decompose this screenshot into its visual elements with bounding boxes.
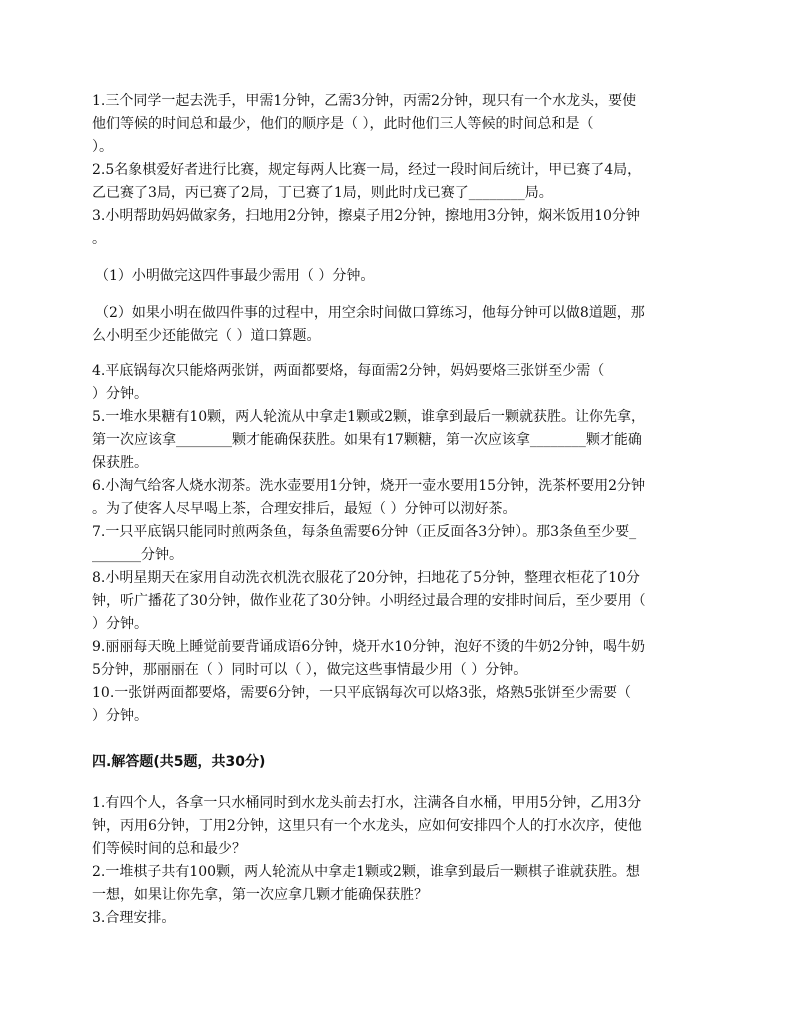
- answer-question-2-line-2: 一想，如果让你先拿，第一次应拿几颗才能确保获胜？: [92, 887, 428, 903]
- question-3-sub-1: （1）小明做完这四件事最少需用（ ）分钟。: [95, 268, 375, 284]
- question-4-line-1: 4.平底锅每次只能烙两张饼，两面都要烙，每面需2分钟，妈妈要烙三张饼至少需（: [92, 363, 605, 379]
- answer-question-3-line-1: 3.合理安排。: [92, 910, 176, 926]
- question-6-line-1: 6.小淘气给客人烧水沏茶。洗水壶要用1分钟，烧开一壶水要用15分钟，洗茶杯要用2分钟: [92, 478, 645, 494]
- question-5-line-3: 保获胜。: [92, 455, 148, 471]
- answer-questions: [92, 792, 704, 930]
- question-3-line-1: 3.小明帮助妈妈做家务，扫地用2分钟，擦桌子用2分钟，擦地用3分钟，焖米饭用10分钟: [92, 208, 640, 224]
- document-page: [92, 90, 704, 930]
- question-10-line-1: 10.一张饼两面都要烙，需要6分钟，一只平底锅每次可以烙3张，烙熟5张饼至少需要（: [92, 685, 631, 701]
- question-2-line-2: 乙已赛了3局，丙已赛了2局，丁已赛了1局，则此时戊已赛了________局。: [92, 185, 553, 201]
- answer-question-1-line-1: 1.有四个人，各拿一只水桶同时到水龙头前去打水，注满各自水桶，甲用5分钟，乙用3分: [92, 795, 642, 811]
- answer-question-1-line-3: 们等候时间的总和最少？: [92, 841, 246, 857]
- answer-question-2-line-1: 2.一堆棋子共有100颗，两人轮流从中拿走1颗或2颗，谁拿到最后一颗棋子谁就获胜。想: [92, 864, 640, 880]
- question-3-sub-2-line-2: 么小明至少还能做完（ ）道口算题。: [92, 328, 321, 344]
- section-heading: 四.解答题(共5题，共30分): [92, 754, 266, 770]
- question-1-line-1: 1.三个同学一起去洗手，甲需1分钟，乙需3分钟，丙需2分钟，现只有一个水龙头，要使: [92, 93, 637, 109]
- question-2-line-1: 2.5名象棋爱好者进行比赛，规定每两人比赛一局，经过一段时间后统计，甲已赛了4局，: [92, 162, 642, 178]
- question-8-line-2: 钟，听广播花了30分钟，做作业花了30分钟。小明经过最合理的安排时间后，至少要用（: [92, 593, 646, 609]
- question-5-line-1: 5.一堆水果糖有10颗，两人轮流从中拿走1颗或2颗，谁拿到最后一颗就获胜。让你先拿，: [92, 409, 645, 425]
- question-7-line-1: 7.一只平底锅只能同时煎两条鱼，每条鱼需要6分钟（正反面各3分钟）。那3条鱼至少要_: [92, 524, 637, 540]
- question-3-sub-2-line-1: （2）如果小明在做四件事的过程中，用空余时间做口算练习，他每分钟可以做8道题，那: [95, 305, 645, 321]
- question-9-line-2: 5分钟，那丽丽在（ ）同时可以（ ），做完这些事情最少用（ ）分钟。: [92, 662, 528, 678]
- fill-blank-questions: [92, 90, 704, 728]
- question-1-line-3: ）。: [92, 139, 113, 155]
- answer-question-1-line-2: 钟，丙用6分钟，丁用2分钟，这里只有一个水龙头，应如何安排四个人的打水次序，使他: [92, 818, 642, 834]
- question-4-line-2: ）分钟。: [92, 386, 148, 402]
- question-9-line-1: 9.丽丽每天晚上睡觉前要背诵成语6分钟，烧开水10分钟，泡好不烫的牛奶2分钟，喝牛奶: [92, 639, 645, 655]
- question-8-line-1: 8.小明星期天在家用自动洗衣机洗衣服花了20分钟，扫地花了5分钟，整理衣柜花了10分: [92, 570, 640, 586]
- question-8-line-3: ）分钟。: [92, 616, 148, 632]
- question-7-line-2: _______分钟。: [92, 547, 183, 563]
- question-1-line-2: 他们等候的时间总和最少，他们的顺序是（ ），此时他们三人等候的时间总和是（: [92, 116, 594, 132]
- question-10-line-2: ）分钟。: [92, 708, 148, 724]
- question-3-line-2: 。: [92, 231, 106, 247]
- question-6-line-2: 。为了使客人尽早喝上茶，合理安排后，最短（ ）分钟可以沏好茶。: [92, 501, 517, 517]
- question-5-line-2: 第一次应该拿________颗才能确保获胜。如果有17颗糖，第一次应该拿________颗才能确: [92, 432, 642, 448]
